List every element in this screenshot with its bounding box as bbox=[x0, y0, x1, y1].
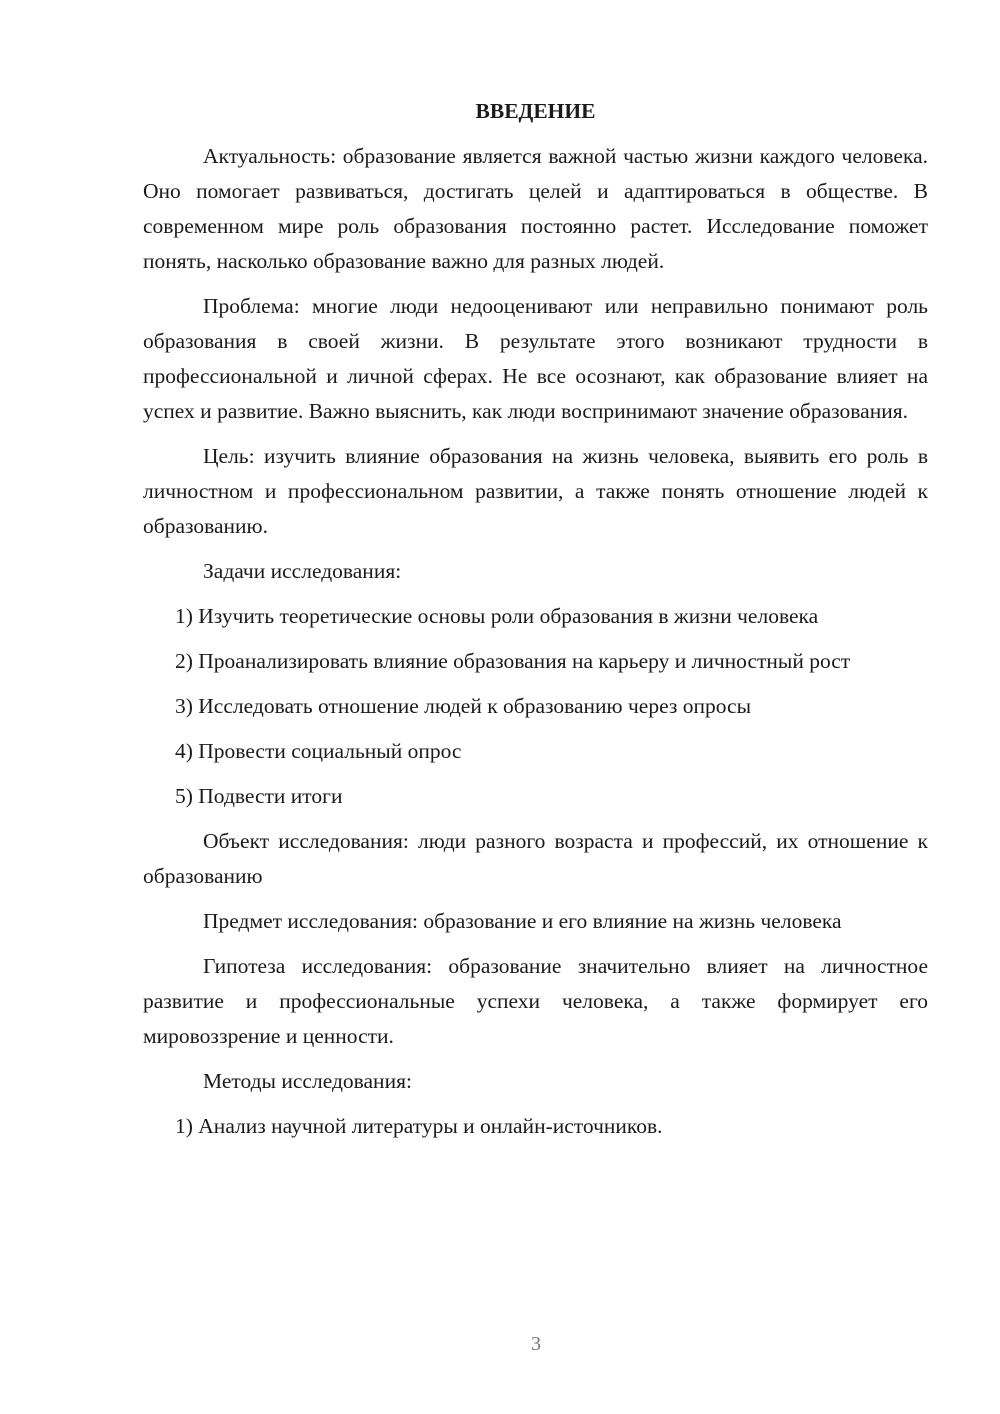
task-item: 2) Проанализировать влияние образования на карьеру и личностный рост bbox=[175, 649, 851, 673]
object-paragraph: Объект исследования: люди разного возраста и профессий, их отношение к образованию bbox=[143, 829, 928, 888]
task-item: 4) Провести социальный опрос bbox=[175, 739, 462, 763]
page-content bbox=[143, 96, 928, 1154]
goal-paragraph: Цель: изучить влияние образования на жизнь человека, выявить его роль в личностном и профессиональном развитии, а также понять отношение людей к образованию. bbox=[143, 444, 928, 538]
task-item: 5) Подвести итоги bbox=[175, 784, 343, 808]
page-number: 3 bbox=[531, 1333, 541, 1355]
problem-paragraph: Проблема: многие люди недооценивают или неправильно понимают роль образования в своей жизни. В результате этого возникают трудности в профессиональной и личной сферах. Не все осознают, как образование влияет на успех и развитие. Важно выяснить, как люди воспринимают значение образования. bbox=[143, 294, 928, 423]
task-item: 1) Изучить теоретические основы роли образования в жизни человека bbox=[175, 604, 819, 628]
subject-paragraph: Предмет исследования: образование и его влияние на жизнь человека bbox=[203, 909, 842, 933]
methods-heading: Методы исследования: bbox=[203, 1069, 412, 1093]
hypothesis-paragraph: Гипотеза исследования: образование значительно влияет на личностное развитие и профессиональные успехи человека, а также формирует его мировоззрение и ценности. bbox=[143, 954, 928, 1048]
page-title: ВВЕДЕНИЕ bbox=[475, 99, 596, 123]
tasks-heading: Задачи исследования: bbox=[203, 559, 402, 583]
method-item: 1) Анализ научной литературы и онлайн-источников. bbox=[175, 1114, 663, 1138]
task-item: 3) Исследовать отношение людей к образованию через опросы bbox=[175, 694, 752, 718]
relevance-paragraph: Актуальность: образование является важной частью жизни каждого человека. Оно помогает развиваться, достигать целей и адаптироваться в обществе. В современном мире роль образования постоянно растет. Исследование поможет понять, насколько образование важно для разных людей. bbox=[143, 144, 928, 273]
